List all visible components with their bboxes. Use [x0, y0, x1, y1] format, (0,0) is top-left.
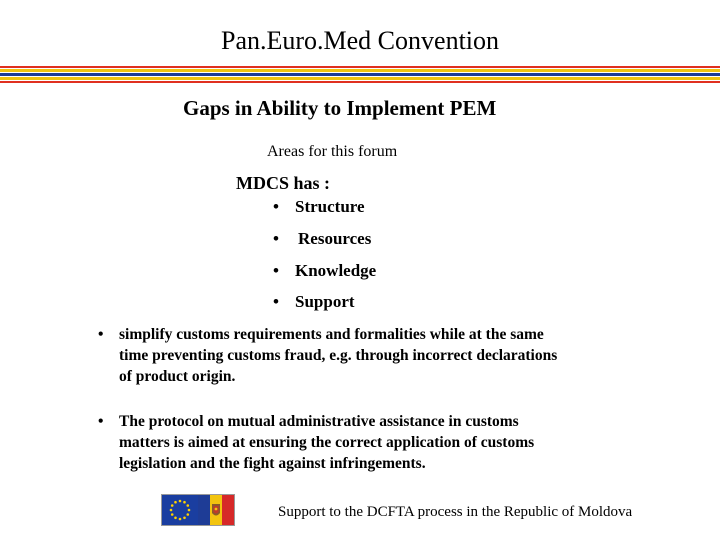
footer-logo [161, 494, 235, 526]
bullet: • [98, 413, 104, 430]
flags-logo [162, 495, 234, 525]
paragraph-assistance-protocol [98, 411, 658, 474]
paragraph-line: time preventing customs fraud, e.g. through incorrect declarations [119, 347, 558, 364]
divider-red-stripe [0, 66, 720, 68]
divider-blue-stripe [0, 73, 720, 76]
bullet: • [273, 197, 279, 216]
paragraph-line: matters is aimed at ensuring the correct application of customs [119, 434, 535, 451]
mdcs-item-knowledge [273, 261, 376, 281]
tricolor-divider [0, 66, 720, 84]
mdcs-item-label: Support [295, 292, 355, 311]
paragraph-line: simplify customs requirements and formalities while at the same [119, 326, 544, 343]
eu-flag-icon [162, 495, 198, 525]
divider-yellow-stripe [0, 69, 720, 72]
bullet: • [98, 326, 104, 343]
mdcs-item-resources [273, 229, 371, 249]
mdcs-item-label: Resources [298, 229, 372, 248]
slide-heading: Gaps in Ability to Implement PEM [183, 96, 497, 120]
paragraph-customs-simplification [98, 324, 658, 387]
slide-subheading: Areas for this forum [267, 143, 398, 160]
paragraph-line: The protocol on mutual administrative assistance in customs [119, 413, 519, 430]
bullet: • [273, 229, 279, 248]
divider-red-stripe-2 [0, 81, 720, 83]
bullet: • [273, 292, 279, 311]
paragraph-line: of product origin. [119, 368, 236, 385]
presentation-title: Pan.Euro.Med Convention [220, 26, 500, 55]
mdcs-item-label: Knowledge [295, 261, 377, 280]
mdcs-item-structure [273, 197, 365, 217]
paragraph-line: legislation and the fight against infringements. [119, 455, 426, 472]
bullet: • [273, 261, 279, 280]
moldova-flag-icon [198, 495, 234, 525]
footer-text: Support to the DCFTA process in the Republic of Moldova [278, 504, 633, 520]
mdcs-label: MDCS has : [236, 173, 331, 193]
mdcs-item-label: Structure [295, 197, 365, 216]
mdcs-item-support [273, 292, 355, 312]
divider-yellow-stripe-2 [0, 77, 720, 80]
